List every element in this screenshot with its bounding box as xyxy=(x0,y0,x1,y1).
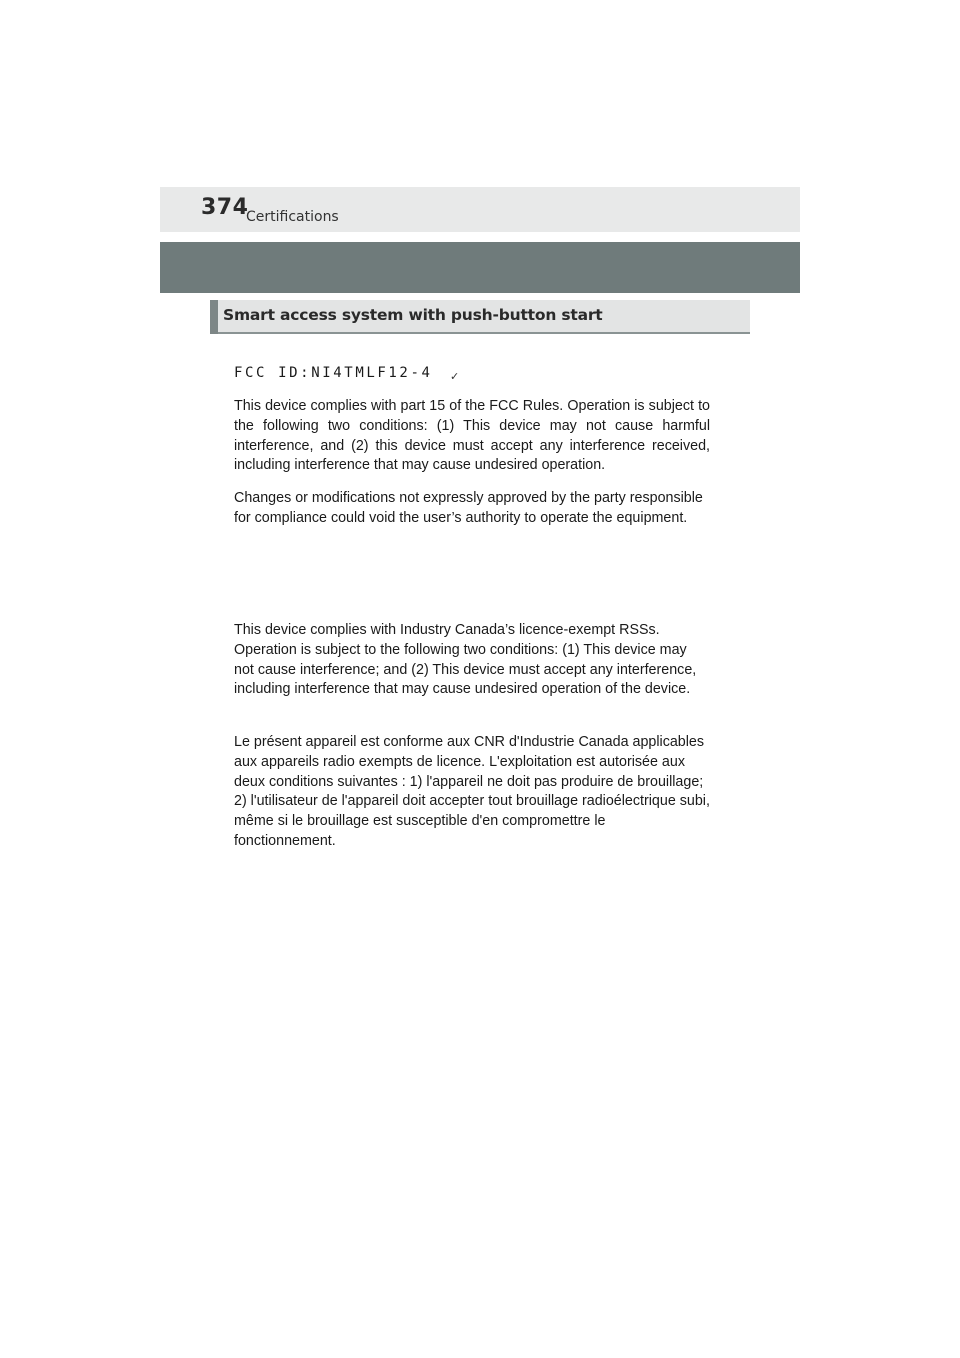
heading-accent-bar xyxy=(210,300,218,334)
page-number: 374 xyxy=(201,195,249,220)
section-title: Certifications xyxy=(246,209,339,225)
section-heading xyxy=(210,300,750,334)
checkmark-icon: ✓ xyxy=(450,371,460,383)
fcc-compliance-paragraph: This device complies with part 15 of the FCC Rules. Operation is subject to the following two conditions: (1) This device may not cause harmful interference, and (2) this device must accept any interference received, including interference that may cause undesired operation. xyxy=(234,398,710,474)
header-band xyxy=(160,242,800,293)
page-header xyxy=(160,187,800,232)
modifications-warning-paragraph: Changes or modifications not expressly approved by the party responsible for compliance could void the user’s authority to operate the equipment. xyxy=(234,490,703,526)
french-compliance-paragraph: Le présent appareil est conforme aux CNR d'Industrie Canada applicables aux appareils radio exempts de licence. L'exploitation est autorisée aux deux conditions suivantes : 1) l'appareil ne doit pas produire de brouillage; 2) l'utilisateur de l'appareil doit accepter tout brouillage radioélectrique subi, même si le brouillage est susceptible d'en compromettre le fonctionnement. xyxy=(234,734,710,849)
industry-canada-paragraph: This device complies with Industry Canada’s licence-exempt RSSs. Operation is subject to the following two conditions: (1) This device may not cause interference; and (2) This device must accept any interference, including interference that may cause undesired operation of the device. xyxy=(234,622,697,698)
section-heading-text: Smart access system with push-button start xyxy=(223,306,603,324)
fcc-id-label: FCC ID:NI4TMLF12-4 xyxy=(234,365,433,381)
